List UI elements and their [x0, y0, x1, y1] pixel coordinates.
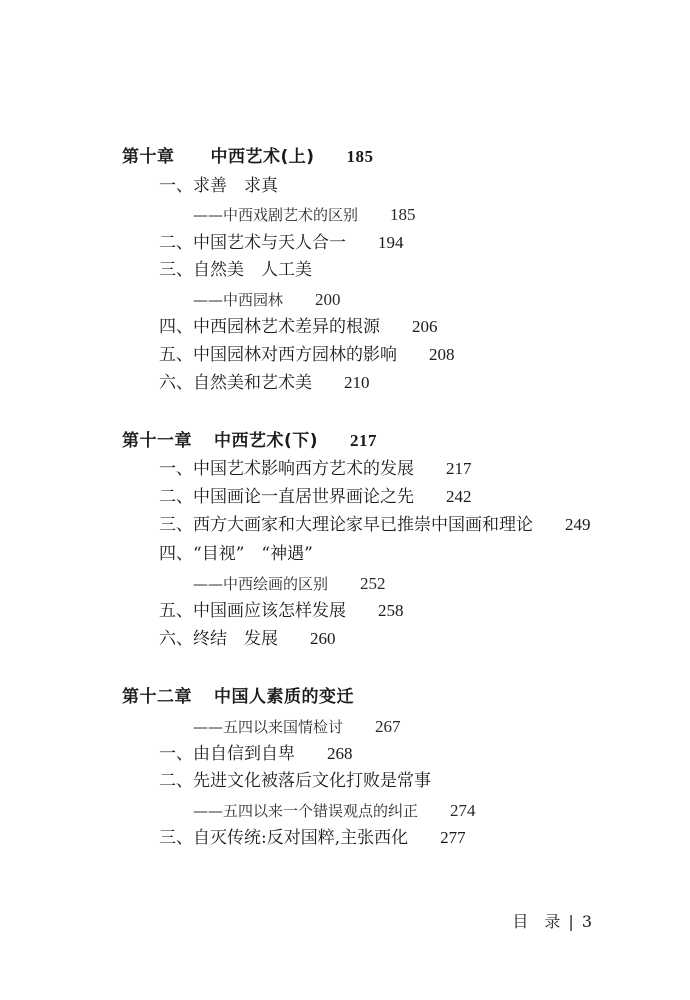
- entry-page: 208: [429, 345, 455, 364]
- chapter-12-heading: [122, 689, 354, 706]
- subentry-page: 274: [450, 801, 476, 820]
- toc-entry: [159, 546, 313, 563]
- entry-title: 二、先进文化被落后文化打败是常事: [159, 771, 431, 791]
- toc-entry: [159, 773, 431, 790]
- toc-subentry: [193, 802, 476, 819]
- toc-entry: [159, 374, 370, 392]
- toc-entry: [159, 829, 466, 847]
- subentry-page: 267: [375, 717, 401, 736]
- entry-title: 五、中国画应该怎样发展: [159, 601, 346, 621]
- entry-title: 二、中国艺术与天人合一: [159, 233, 346, 253]
- subentry-title: ——中西绘画的区别: [193, 575, 329, 593]
- chapter-10-title: 中西艺术(上): [210, 147, 315, 167]
- subentry-title: ——中西戏剧艺术的区别: [193, 206, 359, 224]
- entry-page: 210: [344, 373, 370, 392]
- toc-entry: [159, 488, 472, 506]
- toc-entry: [159, 346, 455, 364]
- subentry-title: ——中西园林: [193, 291, 284, 309]
- toc-subentry: [193, 291, 341, 308]
- toc-entry: [159, 460, 472, 478]
- toc-entry: [159, 262, 312, 279]
- entry-title: 五、中国园林对西方园林的影响: [159, 345, 397, 365]
- subentry-page: 185: [390, 205, 416, 224]
- entry-title: 三、自灭传统:反对国粹,主张西化: [159, 828, 409, 848]
- entry-page: 277: [440, 828, 466, 847]
- chapter-11-page: 217: [350, 431, 378, 450]
- toc-entry: [159, 234, 404, 252]
- footer-section-label: 目 录: [512, 912, 561, 931]
- subentry-page: 200: [315, 290, 341, 309]
- entry-page: 242: [446, 487, 472, 506]
- subentry-title: ——五四以来国情检讨: [193, 718, 344, 736]
- chapter-11-title: 中西艺术(下): [214, 431, 319, 451]
- subentry-page: 252: [360, 574, 386, 593]
- chapter-10-page: 185: [346, 147, 374, 166]
- entry-title: 四、“目视” “神遇”: [159, 544, 313, 564]
- toc-subentry: [193, 718, 401, 735]
- chapter-10-label: 第十章: [122, 147, 175, 167]
- chapter-10-heading: [122, 148, 374, 166]
- toc-entry: [159, 630, 336, 648]
- chapter-12-title: 中国人素质的变迁: [214, 687, 354, 707]
- entry-page: 217: [446, 459, 472, 478]
- entry-title: 二、中国画论一直居世界画论之先: [159, 487, 414, 507]
- entry-title: 三、西方大画家和大理论家早已推崇中国画和理论: [159, 515, 533, 535]
- subentry-title: ——五四以来一个错误观点的纠正: [193, 802, 419, 820]
- toc-entry: [159, 178, 278, 195]
- page-footer: [512, 909, 592, 932]
- toc-subentry: [193, 206, 416, 223]
- entry-page: 268: [327, 744, 353, 763]
- entry-title: 一、求善 求真: [159, 176, 278, 196]
- entry-page: 258: [378, 601, 404, 620]
- entry-title: 一、中国艺术影响西方艺术的发展: [159, 459, 414, 479]
- toc-entry: [159, 318, 438, 336]
- toc-entry: [159, 516, 591, 534]
- page-number: 3: [581, 912, 592, 931]
- entry-title: 三、自然美 人工美: [159, 260, 312, 280]
- entry-title: 一、由自信到自卑: [159, 744, 295, 764]
- toc-entry: [159, 602, 404, 620]
- toc-entry: [159, 745, 353, 763]
- chapter-12-label: 第十二章: [122, 687, 192, 707]
- entry-title: 六、自然美和艺术美: [159, 373, 312, 393]
- entry-page: 249: [565, 515, 591, 534]
- entry-title: 四、中西园林艺术差异的根源: [159, 317, 380, 337]
- chapter-11-heading: [122, 432, 377, 450]
- footer-separator: |: [568, 912, 574, 931]
- entry-page: 206: [412, 317, 438, 336]
- toc-subentry: [193, 575, 386, 592]
- chapter-11-label: 第十一章: [122, 431, 192, 451]
- entry-title: 六、终结 发展: [159, 629, 278, 649]
- entry-page: 194: [378, 233, 404, 252]
- entry-page: 260: [310, 629, 336, 648]
